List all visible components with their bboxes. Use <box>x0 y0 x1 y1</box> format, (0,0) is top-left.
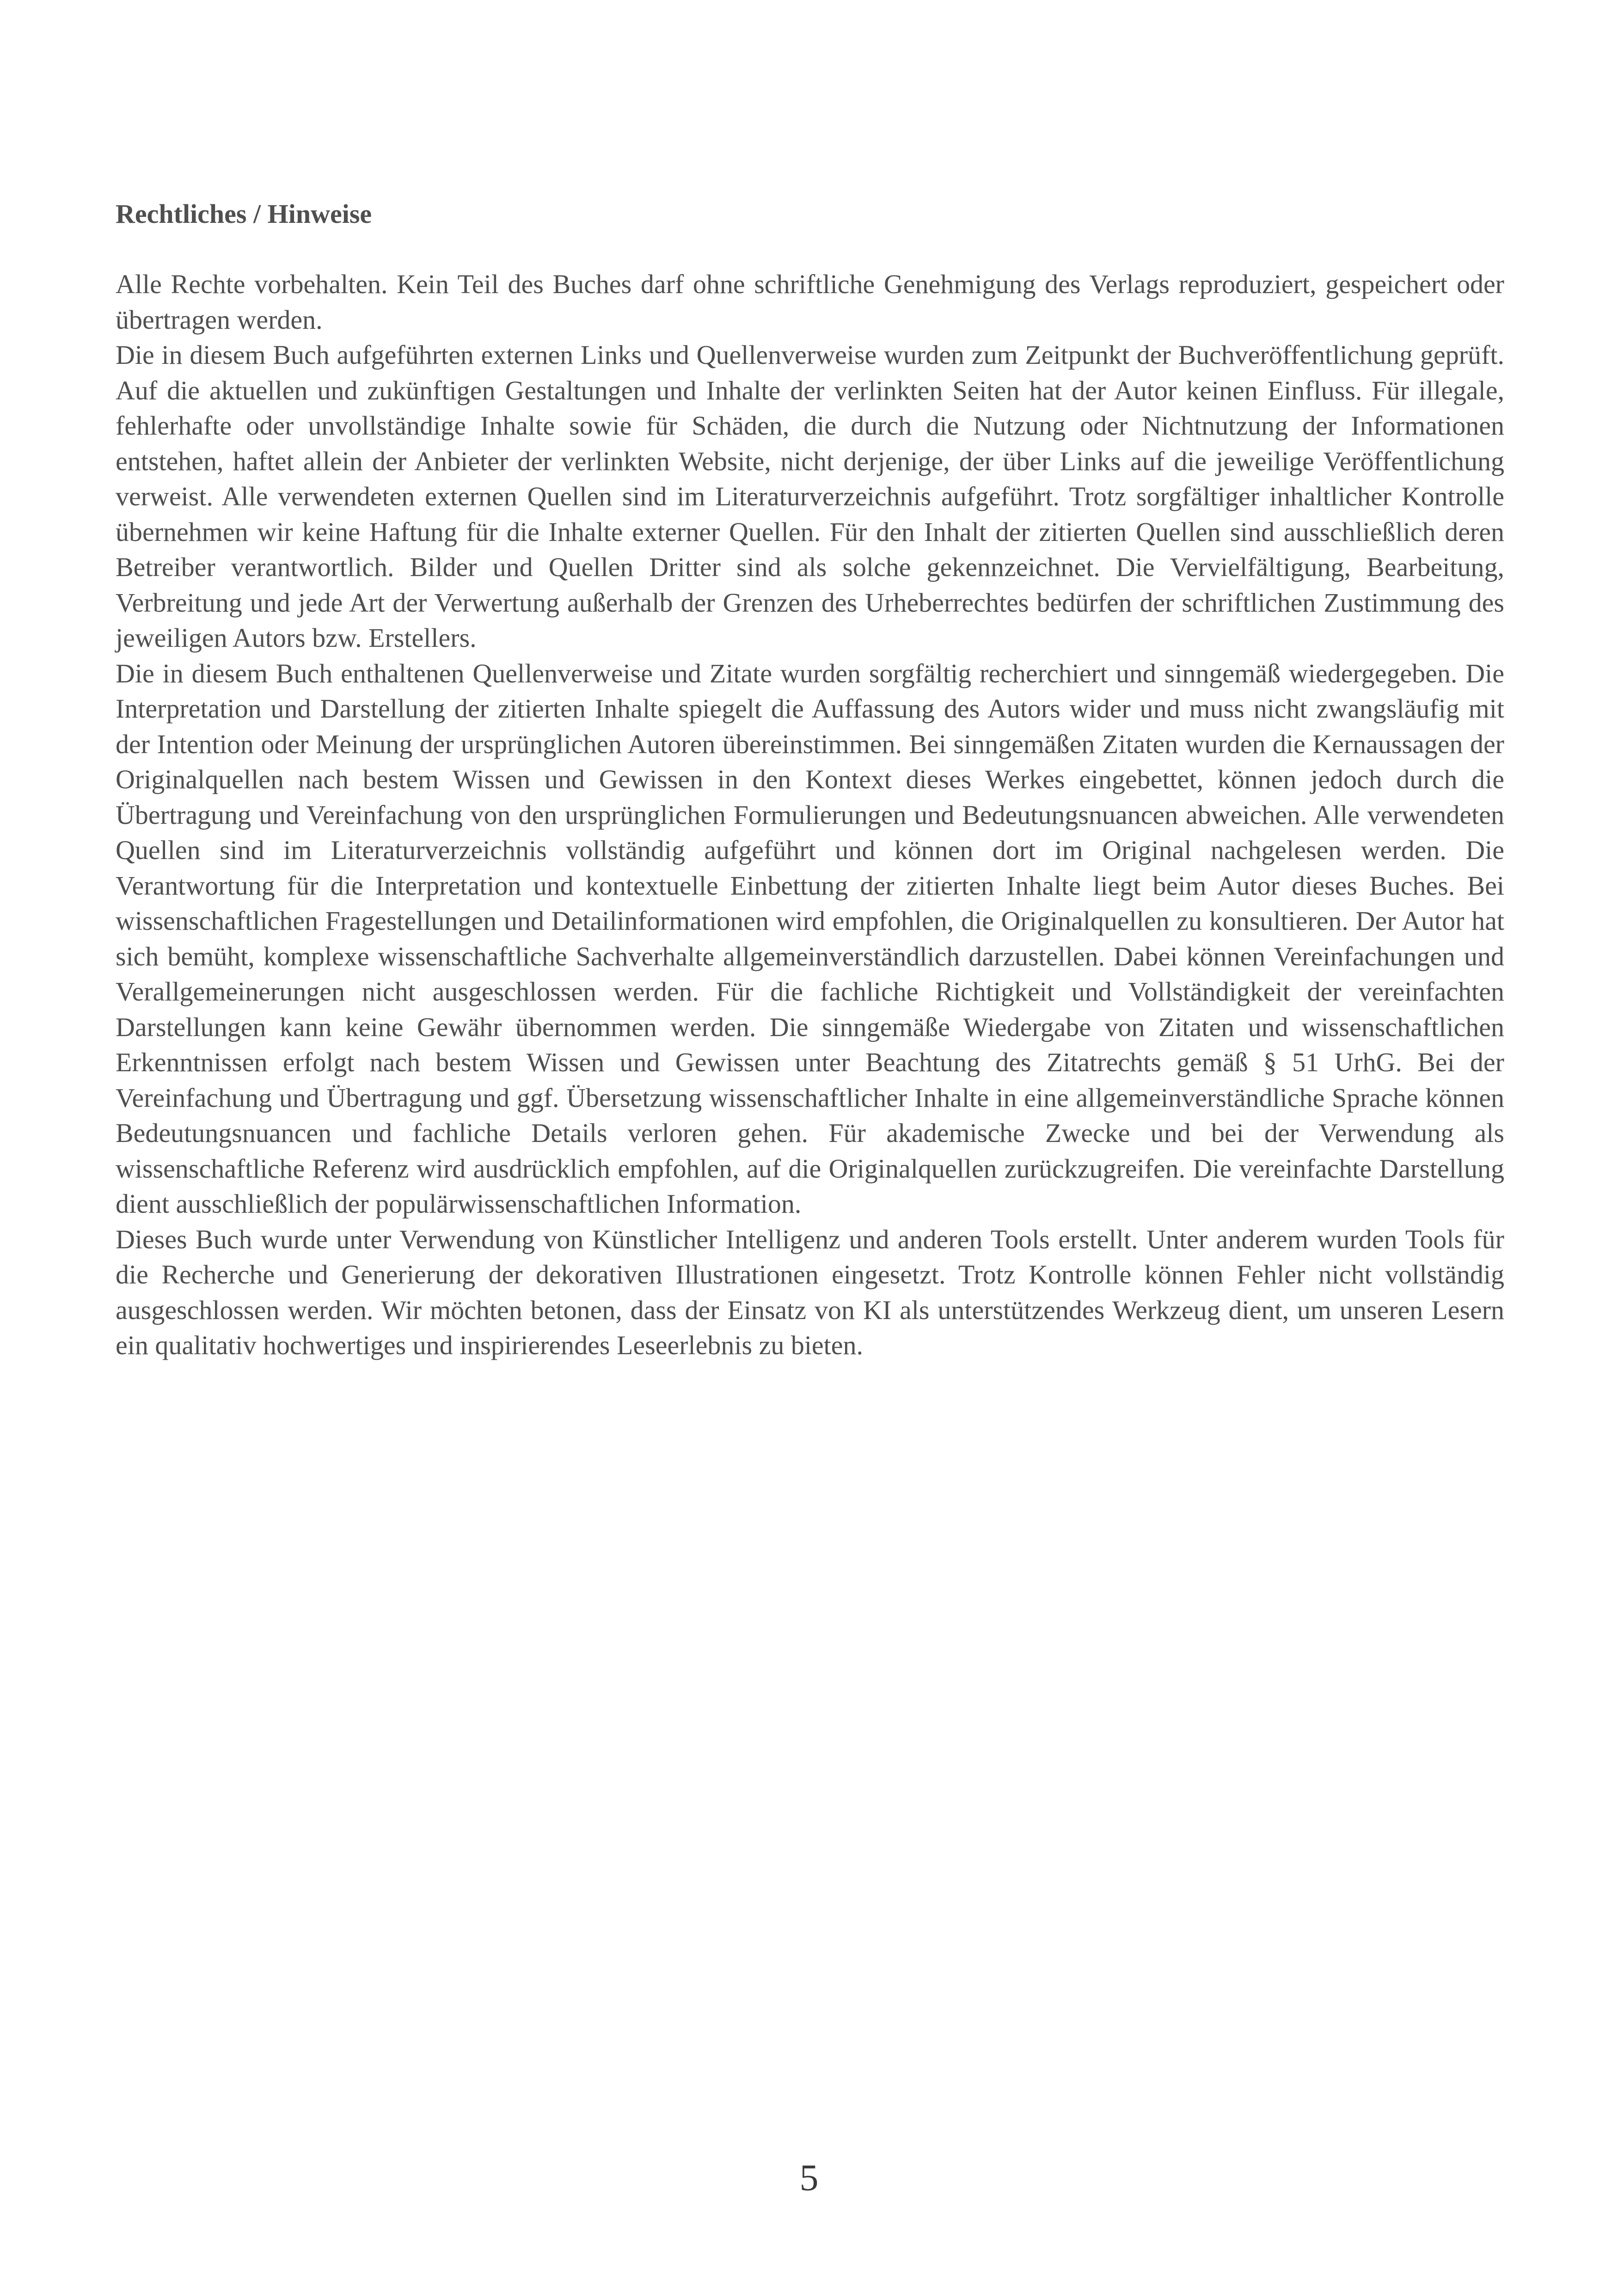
page-number: 5 <box>799 2156 819 2198</box>
paragraph-ai-notice: Dieses Buch wurde unter Verwendung von Künstlicher Intelligenz und anderen Tools erstellt. Unter anderem wurden Tools für die Recherche und Generierung der dekorativen Illustrationen eingesetzt. Trotz Kontrolle können Fehler nicht vollständig ausgeschlossen werden. Wir möchten betonen, dass der Einsatz von KI als unterstützendes Werkzeug dient, um unseren Lesern ein qualitativ hochwertiges und inspirierendes Leseerlebnis zu bieten. <box>116 1224 1504 1360</box>
paragraph-citations: Die in diesem Buch enthaltenen Quellenverweise und Zitate wurden sorgfältig recherchiert und sinngemäß wiedergegeben. Die Interpretation und Darstellung der zitierten Inhalte spiegelt die Auffassung des Autors wider und muss nicht zwangsläufig mit der Intention oder Meinung der ursprünglichen Autoren übereinstimmen. Bei sinngemäßen Zitaten wurden die Kernaussagen der Originalquellen nach bestem Wissen und Gewissen in den Kontext dieses Werkes eingebettet, können jedoch durch die Übertragung und Vereinfachung von den ursprünglichen Formulierungen und Bedeutungsnuancen abweichen. Alle verwendeten Quellen sind im Literaturverzeichnis vollständig aufgeführt und können dort im Original nachgelesen werden. Die Verantwortung für die Interpretation und kontextuelle Einbettung der zitierten Inhalte liegt beim Autor dieses Buches. Bei wissenschaftlichen Fragestellungen und Detailinformationen wird empfohlen, die Originalquellen zu konsultieren. Der Autor hat sich bemüht, komplexe wissenschaftliche Sachverhalte allgemeinverständlich darzustellen. Dabei können Vereinfachungen und Verallgemeinerungen nicht ausgeschlossen werden. Für die fachliche Richtigkeit und Vollständigkeit der vereinfachten Darstellungen kann keine Gewähr übernommen werden. Die sinngemäße Wiedergabe von Zitaten und wissenschaftlichen Erkenntnissen erfolgt nach bestem Wissen und Gewissen unter Beachtung des Zitatrechts gemäß § 51 UrhG. Bei der Vereinfachung und Übertragung und ggf. Übersetzung wissenschaftlicher Inhalte in eine allgemeinverständliche Sprache können Bedeutungsnuancen und fachliche Details verloren gehen. Für akademische Zwecke und bei der Verwendung als wissenschaftliche Referenz wird ausdrücklich empfohlen, auf die Originalquellen zurückzugreifen. Die vereinfachte Darstellung dient ausschließlich der populärwissenschaftlichen Information. <box>116 658 1504 1219</box>
section-heading: Rechtliches / Hinweise <box>116 199 372 229</box>
page-content <box>116 196 1504 1363</box>
paragraph-copyright: Alle Rechte vorbehalten. Kein Teil des Buches darf ohne schriftliche Genehmigung des Verlags reproduziert, gespeichert oder übertragen werden. <box>116 269 1504 335</box>
paragraph-external-links: Die in diesem Buch aufgeführten externen Links und Quellenverweise wurden zum Zeitpunkt der Buchveröffentlichung geprüft. Auf die aktuellen und zukünftigen Gestaltungen und Inhalte der verlinkten Seiten hat der Autor keinen Einfluss. Für illegale, fehlerhafte oder unvollständige Inhalte sowie für Schäden, die durch die Nutzung oder Nichtnutzung der Informationen entstehen, haftet allein der Anbieter der verlinkten Website, nicht derjenige, der über Links auf die jeweilige Veröffentlichung verweist. Alle verwendeten externen Quellen sind im Literaturverzeichnis aufgeführt. Trotz sorgfältiger inhaltlicher Kontrolle übernehmen wir keine Haftung für die Inhalte externer Quellen. Für den Inhalt der zitierten Quellen sind ausschließlich deren Betreiber verantwortlich. Bilder und Quellen Dritter sind als solche gekennzeichnet. Die Vervielfältigung, Bearbeitung, Verbreitung und jede Art der Verwertung außerhalb der Grenzen des Urheberrechtes bedürfen der schriftlichen Zustimmung des jeweiligen Autors bzw. Erstellers. <box>116 340 1504 653</box>
